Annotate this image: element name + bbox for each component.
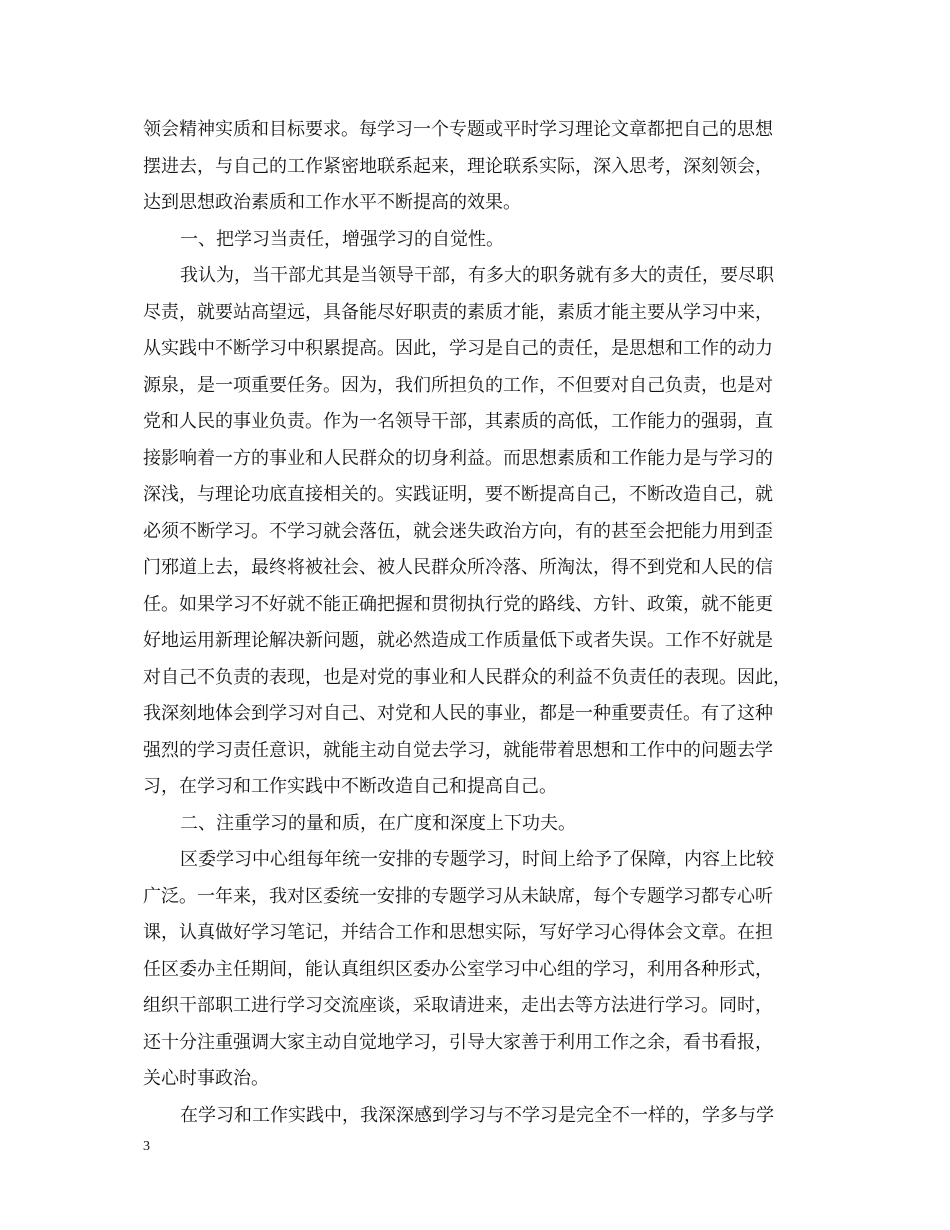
text-line: 我认为，当干部尤其是当领导干部，有多大的职务就有多大的责任，要尽职 xyxy=(180,265,774,286)
page-number: 3 xyxy=(143,1139,150,1154)
text-line: 党和人民的事业负责。作为一名领导干部，其素质的高低，工作能力的强弱，直 xyxy=(143,411,773,432)
section-heading: 二、注重学习的量和质，在广度和深度上下功夫。 xyxy=(180,813,576,834)
section-heading: 一、把学习当责任，增强学习的自觉性。 xyxy=(180,229,504,250)
text-line: 任。如果学习不好就不能正确把握和贯彻执行党的路线、方针、政策，就不能更 xyxy=(143,594,773,615)
text-line: 区委学习中心组每年统一安排的专题学习，时间上给予了保障，内容上比较 xyxy=(180,849,774,870)
text-line: 门邪道上去，最终将被社会、被人民群众所冷落、所淘汰，得不到党和人民的信 xyxy=(143,557,773,578)
text-line: 源泉，是一项重要任务。因为，我们所担负的工作，不但要对自己负责，也是对 xyxy=(143,375,773,396)
text-line: 课，认真做好学习笔记，并结合工作和思想实际，写好学习心得体会文章。在担 xyxy=(143,922,773,943)
text-line: 好地运用新理论解决新问题，就必然造成工作质量低下或者失误。工作不好就是 xyxy=(143,630,773,651)
text-line: 摆进去，与自己的工作紧密地联系起来，理论联系实际，深入思考，深刻领会， xyxy=(143,156,773,177)
text-line: 关心时事政治。 xyxy=(143,1068,269,1089)
text-line: 组织干部职工进行学习交流座谈，采取请进来，走出去等方法进行学习。同时， xyxy=(143,995,773,1016)
text-line: 广泛。一年来，我对区委统一安排的专题学习从未缺席，每个专题学习都专心听 xyxy=(143,886,773,907)
text-line: 还十分注重强调大家主动自觉地学习，引导大家善于利用工作之余，看书看报， xyxy=(143,1032,773,1053)
text-line: 深浅，与理论功底直接相关的。实践证明，要不断提高自己，不断改造自己，就 xyxy=(143,484,773,505)
text-line: 在学习和工作实践中，我深深感到学习与不学习是完全不一样的，学多与学 xyxy=(180,1105,774,1126)
text-line: 强烈的学习责任意识，就能主动自觉去学习，就能带着思想和工作中的问题去学 xyxy=(143,740,773,761)
text-line: 习，在学习和工作实践中不断改造自己和提高自己。 xyxy=(143,776,557,797)
text-line: 对自己不负责的表现，也是对党的事业和人民群众的利益不负责任的表现。因此， xyxy=(143,667,791,688)
text-line: 接影响着一方的事业和人民群众的切身利益。而思想素质和工作能力是与学习的 xyxy=(143,448,773,469)
text-line: 领会精神实质和目标要求。每学习一个专题或平时学习理论文章都把自己的思想 xyxy=(143,119,773,140)
text-line: 任区委办主任期间，能认真组织区委办公室学习中心组的学习，利用各种形式， xyxy=(143,959,773,980)
text-line: 尽责，就要站高望远，具备能尽好职责的素质才能，素质才能主要从学习中来， xyxy=(143,302,773,323)
text-line: 从实践中不断学习中积累提高。因此，学习是自己的责任，是思想和工作的动力 xyxy=(143,338,773,359)
text-line: 我深刻地体会到学习对自己、对党和人民的事业，都是一种重要责任。有了这种 xyxy=(143,703,773,724)
text-line: 必须不断学习。不学习就会落伍，就会迷失政治方向，有的甚至会把能力用到歪 xyxy=(143,521,773,542)
text-line: 达到思想政治素质和工作水平不断提高的效果。 xyxy=(143,192,521,213)
